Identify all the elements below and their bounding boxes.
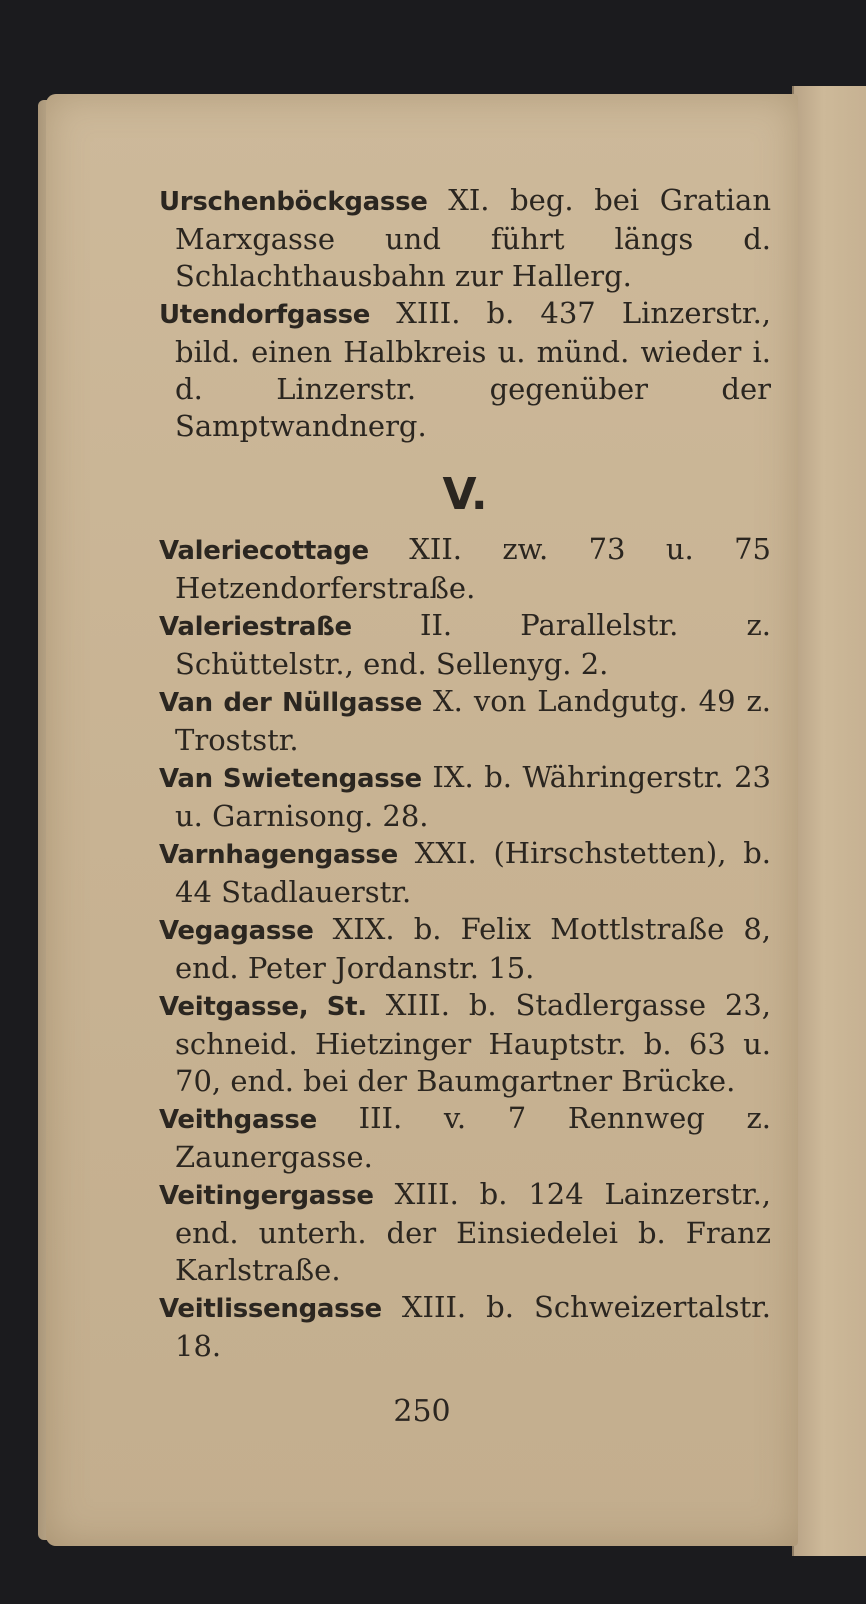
directory-entry (159, 1289, 771, 1365)
street-description: XI. beg. bei Gratian Marxgasse und führt längs d. Schlachthausbahn zur Hallerg. (175, 183, 771, 293)
directory-entry (159, 835, 771, 911)
street-name: Utendorfgasse (159, 300, 371, 330)
street-name: Varnhagengasse (159, 840, 398, 870)
street-description: III. v. 7 Rennweg z. Zaunergasse. (175, 1101, 772, 1174)
street-description: XXI. (Hirschstetten), b. 44 Stadlauerstr. (175, 836, 771, 909)
street-description: XII. zw. 73 u. 75 Hetzendorferstraße. (175, 532, 772, 605)
street-description: XIII. b. 124 Lainzerstr., end. unterh. der Einsiedelei b. Franz Karlstraße. (175, 1177, 771, 1287)
adjacent-page-edge (792, 86, 866, 1556)
page-number: 250 (393, 1394, 451, 1429)
section-heading-letter: V. (442, 469, 488, 520)
street-name: Van der Nüllgasse (159, 688, 423, 718)
directory-entry (159, 1176, 771, 1289)
street-directory-text (159, 182, 771, 1365)
directory-entry (159, 531, 771, 607)
directory-entry (159, 182, 771, 295)
directory-entry (159, 987, 771, 1100)
street-name: Veitlissengasse (159, 1294, 382, 1324)
directory-entry (159, 1100, 771, 1176)
street-description: XIII. b. 437 Linzerstr., bild. einen Halbkreis u. münd. wieder i. d. Linzerstr. gegenüber der Samptwandnerg. (175, 296, 772, 443)
directory-entry (159, 911, 771, 987)
street-description: X. von Landgutg. 49 z. Troststr. (175, 684, 772, 757)
street-name: Valeriecottage (159, 536, 369, 566)
street-name: Veitgasse, St. (159, 992, 367, 1022)
street-name: Van Swietengasse (159, 764, 422, 794)
street-name: Veitingergasse (159, 1181, 374, 1211)
book-page (46, 94, 798, 1546)
directory-entry (159, 607, 771, 683)
directory-entry (159, 683, 771, 759)
street-description: IX. b. Währingerstr. 23 u. Garnisong. 28. (175, 760, 771, 833)
street-description: XIX. b. Felix Mottlstraße 8, end. Peter Jordanstr. 15. (175, 912, 771, 985)
street-name: Urschenböckgasse (159, 187, 428, 217)
street-name: Valeriestraße (159, 612, 352, 642)
directory-entry (159, 295, 771, 445)
directory-entry (159, 759, 771, 835)
street-description: XIII. b. Schweizertalstr. 18. (175, 1290, 771, 1363)
street-description: II. Parallelstr. z. Schüttelstr., end. Sellenyg. 2. (175, 608, 771, 681)
street-name: Vegagasse (159, 916, 314, 946)
street-description: XIII. b. Stadlergasse 23, schneid. Hietzinger Hauptstr. b. 63 u. 70, end. bei der Baumgartner Brücke. (175, 988, 771, 1098)
street-name: Veithgasse (159, 1105, 317, 1135)
